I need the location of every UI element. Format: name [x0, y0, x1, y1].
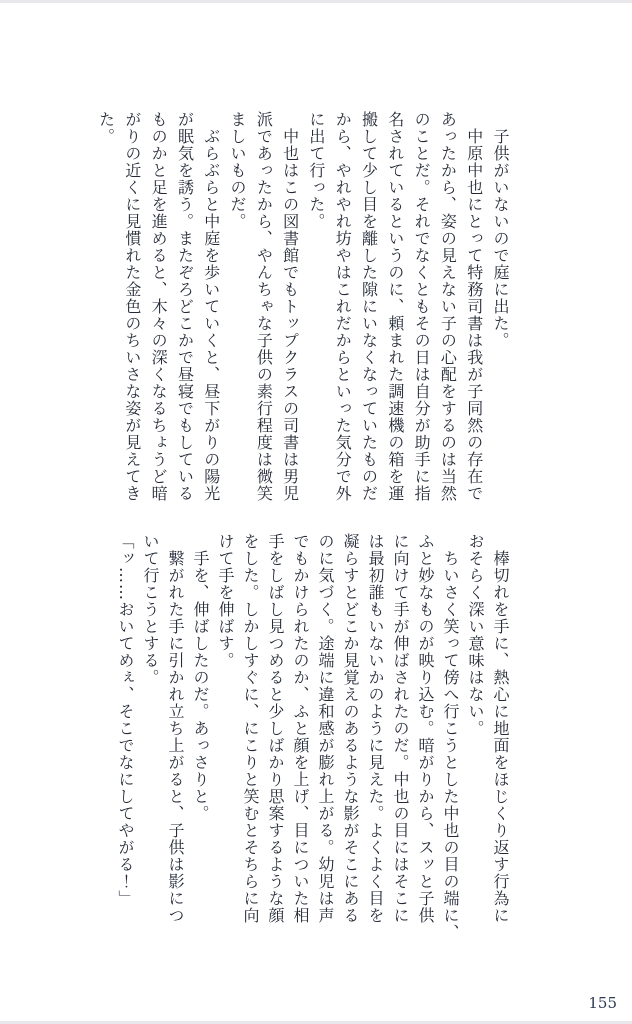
page-top-edge	[0, 0, 632, 3]
text-line: のことだ。それでなくともその日は自分が助手に指	[412, 111, 432, 502]
text-line: 中原中也にとって特務司書は我が子同然の存在で	[464, 111, 484, 502]
text-line: おそらく深い意味はない。	[466, 533, 485, 737]
text-line: ちいさく笑って傍へ行こうとした中也の目の端に、	[441, 533, 460, 941]
text-line: ものかと足を進めると、木々の深くなるちょうど暗	[149, 111, 169, 502]
text-line: 搬して少し目を離した隙にいなくなっていたものだ	[359, 111, 379, 502]
text-line: がりの近くに見慣れた金色のちいさな姿が見えてき	[122, 111, 142, 502]
text-line: た。	[96, 111, 116, 145]
text-line: 凝らすとどこか見覚えのあるような影がそこにある	[341, 533, 360, 924]
text-line: 手をしばし見つめると少しばかり思案するような顔	[266, 533, 285, 924]
text-line: 棒切れを手に、熱心に地面をほじくり返す行為に	[491, 533, 510, 924]
text-line: ましいものだ。	[228, 111, 248, 230]
text-line: に向けて手が伸ばされたのだ。中也の目にはそこに	[391, 533, 410, 924]
text-line: 派であったから、やんちゃな子供の素行程度は微笑	[254, 111, 274, 502]
text-line: が眠気を誘う。またぞろどこかで昼寝でもしている	[175, 111, 195, 502]
text-line: 手を、伸ばしたのだ。あっさりと。	[191, 533, 210, 822]
text-line: 中也はこの図書館でもトップクラスの司書は男児	[280, 111, 300, 502]
text-line: 「ッ……おいてめぇ、そこでなにしてやがる！」	[116, 533, 135, 907]
text-line: ぶらぶらと中庭を歩いていくと、昼下がりの陽光	[201, 111, 221, 502]
text-line: は最初誰もいないかのように見えた。よくよく目を	[366, 533, 385, 924]
text-line: から、やれやれ坊やはこれだからといった気分で外	[333, 111, 353, 502]
page-number: 155	[588, 994, 617, 1012]
text-block-bottom	[113, 533, 513, 941]
text-line: けて手を伸ばす。	[216, 533, 235, 669]
text-line: ふと妙なものが映り込む。暗がりから、スッと子供	[416, 533, 435, 924]
text-line: 名されているというのに、頼まれた調速機の箱を運	[385, 111, 405, 502]
text-line: いて行こうとする。	[141, 533, 160, 686]
text-line: に出て行った。	[306, 111, 326, 230]
text-line: をした。しかしすぐに、にこりと笑むとそちらに向	[241, 533, 260, 924]
text-line: 繋がれた手に引かれ立ち上がると、子供は影につ	[166, 533, 185, 924]
text-line: のに気づく。途端に違和感が膨れ上がる。幼児は声	[316, 533, 335, 924]
text-line: でもかけられたのか、ふと顔を上げ、目についた相	[291, 533, 310, 924]
text-line: 子供がいないので庭に出た。	[491, 111, 510, 349]
text-block-top	[92, 111, 513, 502]
text-line: あったから、姿の見えない子の心配をするのは当然	[438, 111, 458, 502]
